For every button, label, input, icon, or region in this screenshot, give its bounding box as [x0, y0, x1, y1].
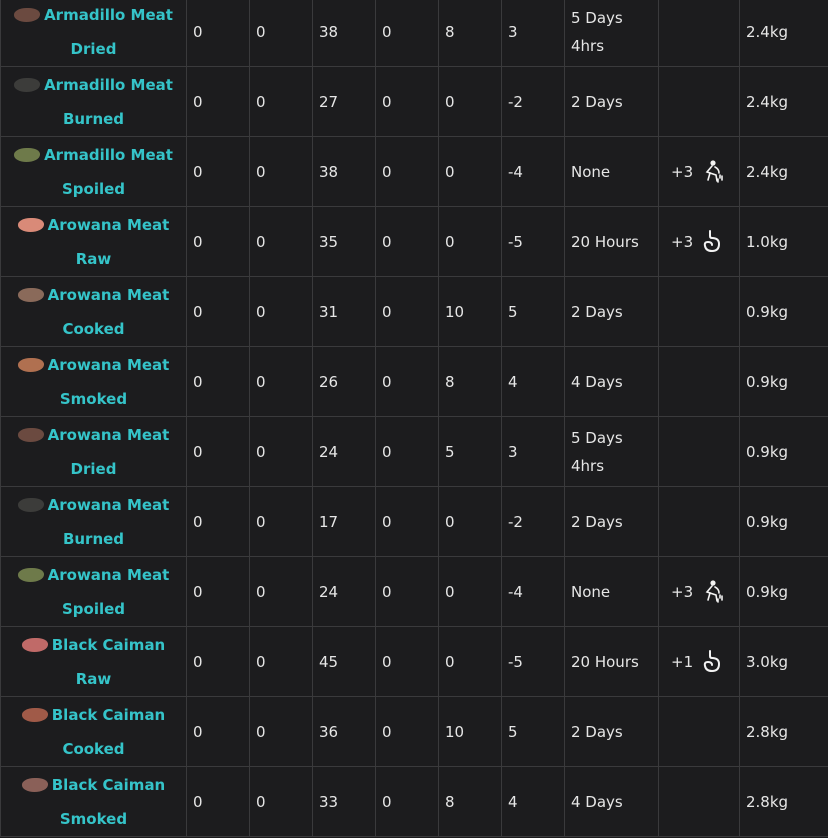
meat-cooked-icon [18, 288, 44, 302]
weight-cell: 1.0kg [740, 207, 828, 277]
item-name-link[interactable]: Armadillo Meat [44, 5, 173, 24]
effect-cell [659, 557, 740, 627]
effect-value: +3 [671, 232, 694, 251]
stomach-icon [699, 649, 725, 675]
stat-cell: 5 [439, 417, 502, 487]
item-state-link[interactable]: Cooked [62, 319, 125, 338]
stat-cell: 0 [376, 697, 439, 767]
stat-cell: 0 [250, 557, 313, 627]
stat-cell: 0 [376, 207, 439, 277]
duration-cell: 4 Days [565, 347, 659, 417]
stat-cell: 0 [250, 277, 313, 347]
stat-cell: 0 [187, 137, 250, 207]
item-name-cell [1, 417, 187, 487]
duration-cell: 4 Days [565, 767, 659, 837]
duration-cell: 5 Days 4hrs [565, 417, 659, 487]
stat-cell: -4 [502, 557, 565, 627]
stat-cell: 0 [439, 557, 502, 627]
effect-value: +3 [671, 582, 694, 601]
meat-dried-icon [14, 8, 40, 22]
stat-cell: 33 [313, 767, 376, 837]
item-name-cell [1, 277, 187, 347]
item-name-cell [1, 557, 187, 627]
effect-cell [659, 277, 740, 347]
weight-cell: 3.0kg [740, 627, 828, 697]
stat-cell: 0 [250, 627, 313, 697]
item-name-link[interactable]: Arowana Meat [47, 425, 170, 444]
duration-cell: 20 Hours [565, 207, 659, 277]
stat-cell: 0 [376, 417, 439, 487]
stat-cell: 0 [187, 767, 250, 837]
item-name-cell [1, 67, 187, 137]
weight-cell: 0.9kg [740, 347, 828, 417]
table-row [1, 767, 828, 837]
stat-cell: 0 [187, 417, 250, 487]
stat-cell: 0 [376, 67, 439, 137]
stat-cell: 0 [187, 0, 250, 67]
stat-cell: 0 [376, 627, 439, 697]
stat-cell: 0 [187, 347, 250, 417]
stat-cell: -2 [502, 487, 565, 557]
item-name-link[interactable]: Armadillo Meat [44, 145, 173, 164]
table-row [1, 697, 828, 767]
duration-cell: 2 Days [565, 277, 659, 347]
stat-cell: -4 [502, 137, 565, 207]
stat-cell: -2 [502, 67, 565, 137]
stat-cell: 26 [313, 347, 376, 417]
item-state-link[interactable]: Smoked [59, 809, 128, 828]
table-row [1, 277, 828, 347]
item-name-link[interactable]: Arowana Meat [47, 565, 170, 584]
stat-cell: 0 [376, 0, 439, 67]
stat-cell: 17 [313, 487, 376, 557]
stat-cell: 0 [439, 67, 502, 137]
meat-spoiled-icon [14, 148, 40, 162]
meat-spoiled-icon [18, 568, 44, 582]
stat-cell: 4 [502, 347, 565, 417]
stat-cell: 0 [376, 277, 439, 347]
item-name-cell [1, 767, 187, 837]
meat-raw-icon [18, 218, 44, 232]
item-state-link[interactable]: Burned [62, 529, 125, 548]
stat-cell: 3 [502, 417, 565, 487]
item-state-link[interactable]: Dried [70, 39, 117, 58]
stat-cell: 36 [313, 697, 376, 767]
table-row [1, 67, 828, 137]
duration-cell: None [565, 557, 659, 627]
stat-cell: 0 [376, 137, 439, 207]
stat-cell: 38 [313, 137, 376, 207]
stat-cell: 0 [187, 207, 250, 277]
table-row [1, 417, 828, 487]
table-row [1, 347, 828, 417]
item-name-cell [1, 487, 187, 557]
stomach-icon [699, 229, 725, 255]
stat-cell: 0 [187, 487, 250, 557]
stat-cell: 3 [502, 0, 565, 67]
item-state-link[interactable]: Spoiled [61, 179, 126, 198]
effect-cell [659, 207, 740, 277]
stat-cell: 0 [376, 557, 439, 627]
table-row [1, 207, 828, 277]
item-name-link[interactable]: Black Caiman [51, 775, 166, 794]
duration-cell: 2 Days [565, 67, 659, 137]
item-name-cell [1, 207, 187, 277]
effect-cell [659, 627, 740, 697]
stat-cell: 0 [250, 137, 313, 207]
item-name-link[interactable]: Arowana Meat [47, 495, 170, 514]
stat-cell: 0 [187, 67, 250, 137]
meat-smoked-icon [22, 778, 48, 792]
table-row [1, 487, 828, 557]
table-row [1, 557, 828, 627]
stat-cell: 0 [187, 627, 250, 697]
stat-cell: 0 [376, 347, 439, 417]
stat-cell: 10 [439, 697, 502, 767]
duration-cell: 5 Days 4hrs [565, 0, 659, 67]
meat-cooked-icon [22, 708, 48, 722]
stat-cell: 5 [502, 277, 565, 347]
meat-dried-icon [18, 428, 44, 442]
stat-cell: 0 [376, 767, 439, 837]
effect-value: +3 [671, 162, 694, 181]
item-state-link[interactable]: Raw [75, 669, 112, 688]
weight-cell: 2.4kg [740, 67, 828, 137]
weight-cell: 2.4kg [740, 137, 828, 207]
item-name-link[interactable]: Armadillo Meat [44, 75, 173, 94]
stat-cell: 24 [313, 417, 376, 487]
item-name-link[interactable]: Arowana Meat [47, 355, 170, 374]
stat-cell: 0 [250, 767, 313, 837]
stat-cell: 0 [439, 137, 502, 207]
item-name-link[interactable]: Black Caiman [51, 635, 166, 654]
stat-cell: 0 [250, 207, 313, 277]
stat-cell: 45 [313, 627, 376, 697]
item-state-link[interactable]: Smoked [59, 389, 128, 408]
stat-cell: 0 [439, 207, 502, 277]
table-body [1, 0, 828, 837]
effect-cell [659, 137, 740, 207]
stat-cell: 8 [439, 0, 502, 67]
effect-cell [659, 347, 740, 417]
item-name-cell [1, 137, 187, 207]
item-name-link[interactable]: Arowana Meat [47, 285, 170, 304]
stat-cell: 8 [439, 767, 502, 837]
stat-cell: 0 [250, 0, 313, 67]
table-row [1, 137, 828, 207]
stat-cell: 0 [187, 277, 250, 347]
item-name-cell [1, 697, 187, 767]
item-name-cell [1, 627, 187, 697]
stat-cell: 0 [439, 627, 502, 697]
weight-cell: 2.4kg [740, 0, 828, 67]
weight-cell: 0.9kg [740, 417, 828, 487]
meat-smoked-icon [18, 358, 44, 372]
meat-raw-icon [22, 638, 48, 652]
item-state-link[interactable]: Raw [75, 249, 112, 268]
stat-cell: 0 [376, 487, 439, 557]
item-name-link[interactable]: Black Caiman [51, 705, 166, 724]
weight-cell: 0.9kg [740, 557, 828, 627]
stat-cell: 35 [313, 207, 376, 277]
stat-cell: -5 [502, 207, 565, 277]
stat-cell: 0 [250, 487, 313, 557]
stat-cell: 0 [250, 417, 313, 487]
effect-cell [659, 0, 740, 67]
effect-cell [659, 487, 740, 557]
item-state-link[interactable]: Cooked [62, 739, 125, 758]
weight-cell: 0.9kg [740, 277, 828, 347]
stat-cell: -5 [502, 627, 565, 697]
stat-cell: 27 [313, 67, 376, 137]
duration-cell: 20 Hours [565, 627, 659, 697]
meat-burned-icon [18, 498, 44, 512]
weight-cell: 0.9kg [740, 487, 828, 557]
stat-cell: 0 [250, 67, 313, 137]
stat-cell: 0 [250, 697, 313, 767]
item-name-link[interactable]: Arowana Meat [47, 215, 170, 234]
duration-cell: None [565, 137, 659, 207]
stat-cell: 24 [313, 557, 376, 627]
stat-cell: 10 [439, 277, 502, 347]
stat-cell: 0 [187, 697, 250, 767]
stat-cell: 0 [439, 487, 502, 557]
vomit-icon [699, 579, 725, 605]
effect-cell [659, 417, 740, 487]
stat-cell: 31 [313, 277, 376, 347]
item-name-cell [1, 347, 187, 417]
stat-cell: 5 [502, 697, 565, 767]
stat-cell: 8 [439, 347, 502, 417]
vomit-icon [699, 159, 725, 185]
weight-cell: 2.8kg [740, 767, 828, 837]
effect-value: +1 [671, 652, 694, 671]
table-row [1, 627, 828, 697]
duration-cell: 2 Days [565, 487, 659, 557]
weight-cell: 2.8kg [740, 697, 828, 767]
effect-cell [659, 697, 740, 767]
table-row [1, 0, 828, 67]
stat-cell: 0 [187, 557, 250, 627]
stat-cell: 38 [313, 0, 376, 67]
meat-burned-icon [14, 78, 40, 92]
effect-cell [659, 67, 740, 137]
stat-cell: 0 [250, 347, 313, 417]
duration-cell: 2 Days [565, 697, 659, 767]
stat-cell: 4 [502, 767, 565, 837]
item-state-link[interactable]: Dried [70, 459, 117, 478]
effect-cell [659, 767, 740, 837]
item-state-link[interactable]: Spoiled [61, 599, 126, 618]
item-state-link[interactable]: Burned [62, 109, 125, 128]
item-name-cell [1, 0, 187, 67]
